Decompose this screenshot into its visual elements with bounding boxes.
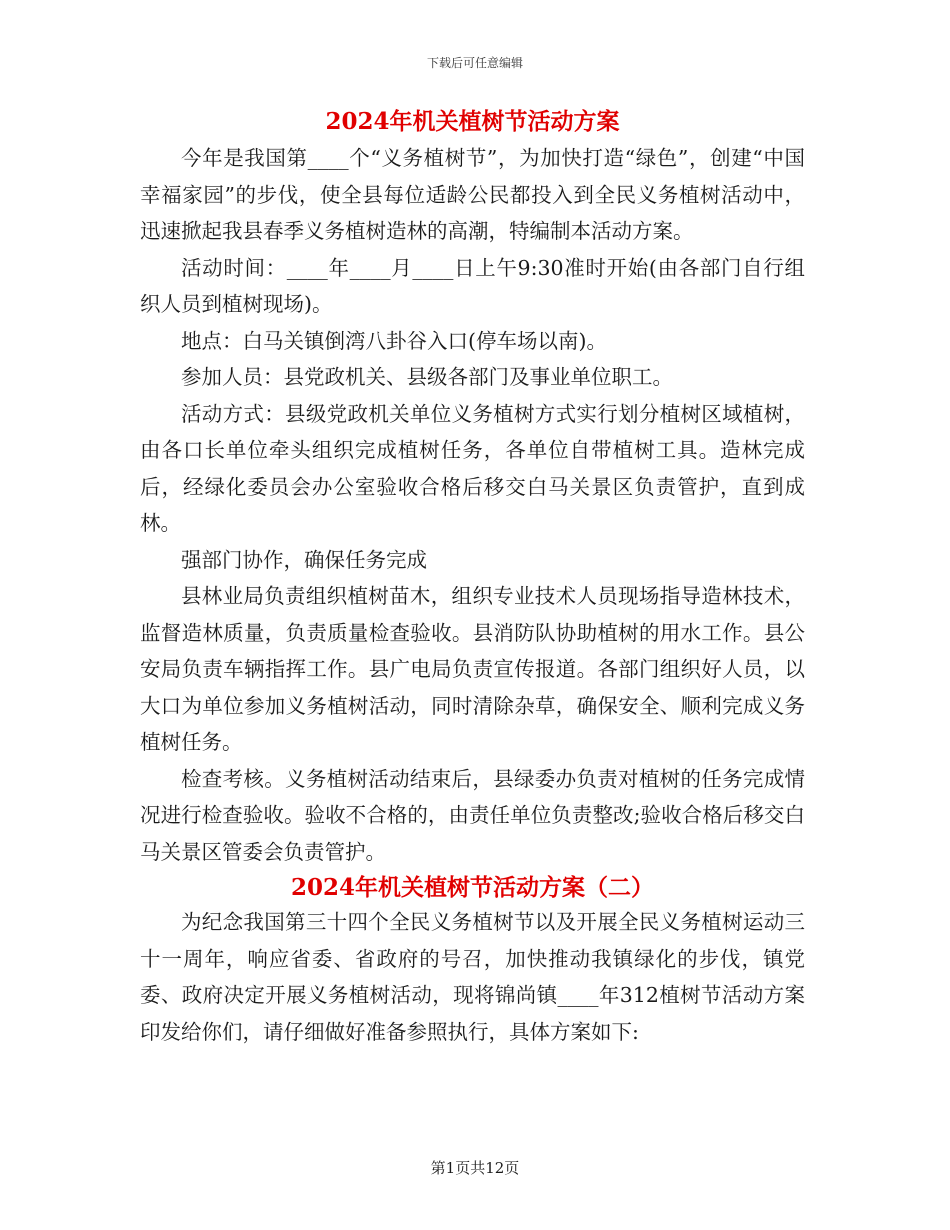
paragraph-inspection: 检查考核。义务植树活动结束后，县绿委办负责对植树的任务完成情况进行检查验收。验收不合格的，由责任单位负责整改;验收合格后移交白马关景区管委会负责管护。 [140, 766, 805, 864]
paragraph-cooperation-heading: 强部门协作，确保任务完成 [181, 547, 427, 572]
paragraph-second-intro: 为纪念我国第三十四个全民义务植树节以及开展全民义务植树运动三十一周年，响应省委、省政府的号召，加快推动我镇绿化的步伐，镇党委、政府决定开展义务植树活动，现将锦尚镇____年312植树节活动方案印发给你们，请仔细做好准备参照执行，具体方案如下: [140, 910, 805, 1044]
document-body [140, 108, 805, 1050]
doc-title-1: 2024年机关植树节活动方案 [325, 108, 620, 135]
page-footer: 第1页共12页 [430, 1159, 520, 1177]
paragraph-time: 活动时间：____年____月____日上午9:30准时开始(由各部门自行组织人员到植树现场)。 [140, 255, 805, 316]
paragraph-location: 地点：白马关镇倒湾八卦谷入口(停车场以南)。 [181, 328, 607, 353]
paragraph-method: 活动方式：县级党政机关单位义务植树方式实行划分植树区域植树，由各口长单位牵头组织完成植树任务，各单位自带植树工具。造林完成后，经绿化委员会办公室验收合格后移交白马关景区负责管护，直到成林。 [140, 401, 805, 535]
paragraph-responsibilities: 县林业局负责组织植树苗木，组织专业技术人员现场指导造林技术，监督造林质量，负责质量检查验收。县消防队协助植树的用水工作。县公安局负责车辆指挥工作。县广电局负责宣传报道。各部门组织好人员，以大口为单位参加义务植树活动，同时清除杂草，确保安全、顺利完成义务植树任务。 [140, 584, 805, 754]
doc-title-2: 2024年机关植树节活动方案（二） [290, 874, 654, 901]
paragraph-intro: 今年是我国第____个“义务植树节”，为加快打造“绿色”，创建“中国幸福家园”的步伐，使全县每位适龄公民都投入到全民义务植树活动中，迅速掀起我县春季义务植树造林的高潮，特编制本活动方案。 [140, 146, 805, 243]
header-note: 下载后可任意编辑 [426, 56, 523, 70]
paragraph-participants: 参加人员：县党政机关、县级各部门及事业单位职工。 [181, 365, 673, 389]
